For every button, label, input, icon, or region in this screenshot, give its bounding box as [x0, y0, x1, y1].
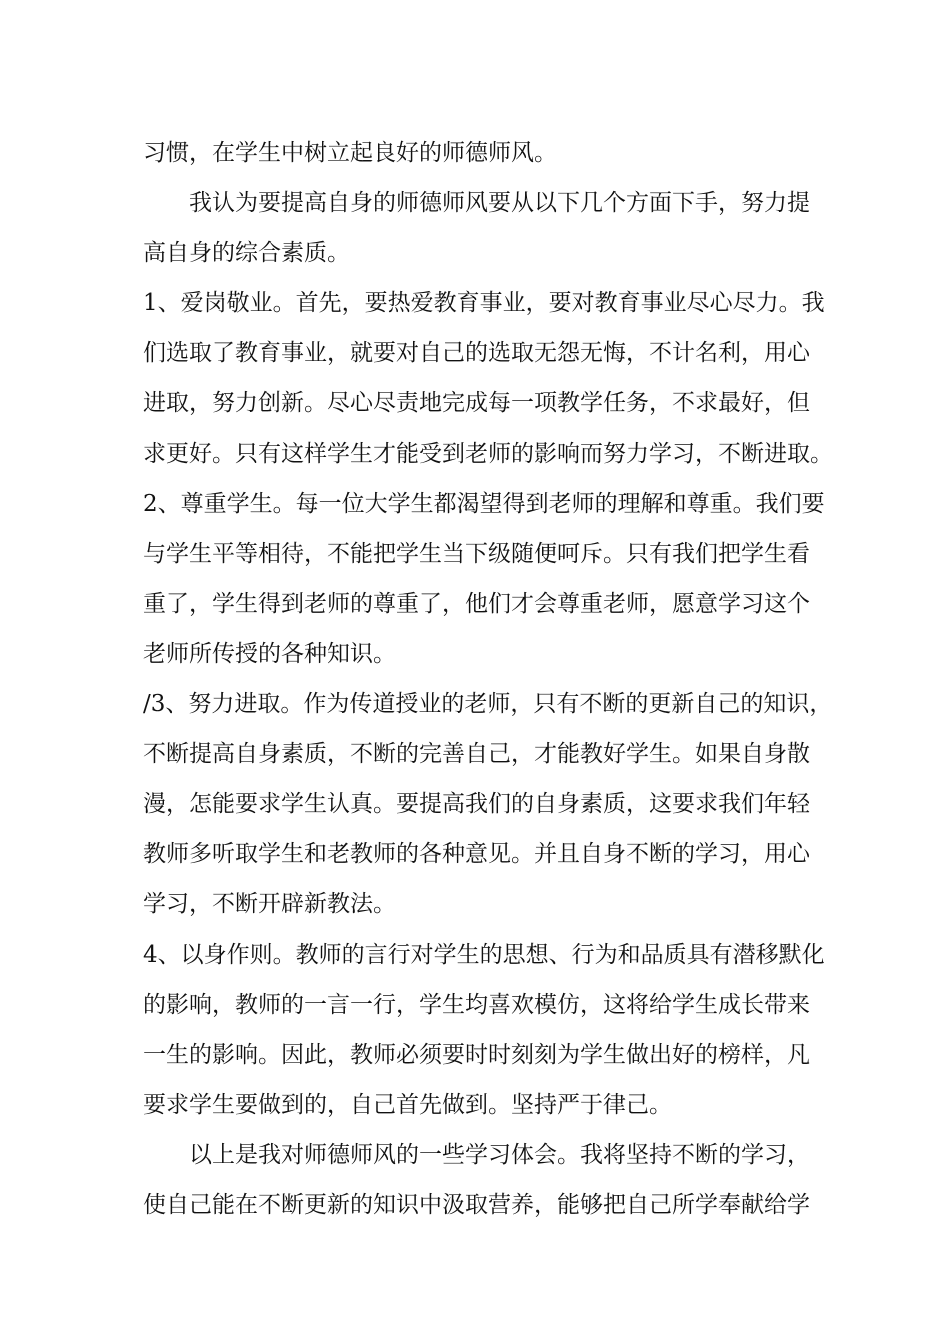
text-line: 4、以身作则。教师的言行对学生的思想、行为和品质具有潜移默化 [143, 941, 825, 968]
text-line: 求更好。只有这样学生才能受到老师的影响而努力学习，不断进取。 [143, 440, 833, 467]
text-line: 们选取了教育事业，就要对自己的选取无怨无悔，不计名利，用心 [143, 340, 810, 367]
text-line: 老师所传授的各种知识。 [143, 640, 396, 667]
text-line: /3、努力进取。作为传道授业的老师，只有不断的更新自己的知识， [143, 691, 833, 718]
text-line: 一生的影响。因此，教师必须要时时刻刻为学生做出好的榜样，凡 [143, 1041, 810, 1068]
text-line: 与学生平等相待，不能把学生当下级随便呵斥。只有我们把学生看 [143, 540, 810, 567]
text-line: 不断提高自身素质，不断的完善自己，才能教好学生。如果自身散 [143, 741, 810, 768]
text-line: 以上是我对师德师风的一些学习体会。我将坚持不断的学习， [189, 1141, 810, 1168]
text-line: 重了，学生得到老师的尊重了，他们才会尊重老师，愿意学习这个 [143, 590, 810, 617]
text-line: 教师多听取学生和老教师的各种意见。并且自身不断的学习，用心 [143, 841, 810, 868]
text-line: 高自身的综合素质。 [143, 240, 350, 267]
text-line: 进取，努力创新。尽心尽责地完成每一项教学任务，不求最好，但 [143, 390, 810, 417]
text-line: 习惯，在学生中树立起良好的师德师风。 [143, 140, 557, 166]
text-line: 使自己能在不断更新的知识中汲取营养，能够把自己所学奉献给学 [143, 1191, 810, 1218]
text-line: 学习，不断开辟新教法。 [143, 891, 396, 918]
text-line: 我认为要提高自身的师德师风要从以下几个方面下手，努力提 [189, 190, 810, 217]
text-line: 2、尊重学生。每一位大学生都渴望得到老师的理解和尊重。我们要 [143, 490, 825, 517]
text-line: 漫，怎能要求学生认真。要提高我们的自身素质，这要求我们年轻 [143, 791, 810, 818]
text-line: 1、爱岗敬业。首先，要热爱教育事业，要对教育事业尽心尽力。我 [143, 290, 825, 317]
document-body [143, 128, 833, 1230]
text-line: 的影响，教师的一言一行，学生均喜欢模仿，这将给学生成长带来 [143, 991, 810, 1018]
text-line: 要求学生要做到的，自己首先做到。坚持严于律己。 [143, 1091, 672, 1118]
